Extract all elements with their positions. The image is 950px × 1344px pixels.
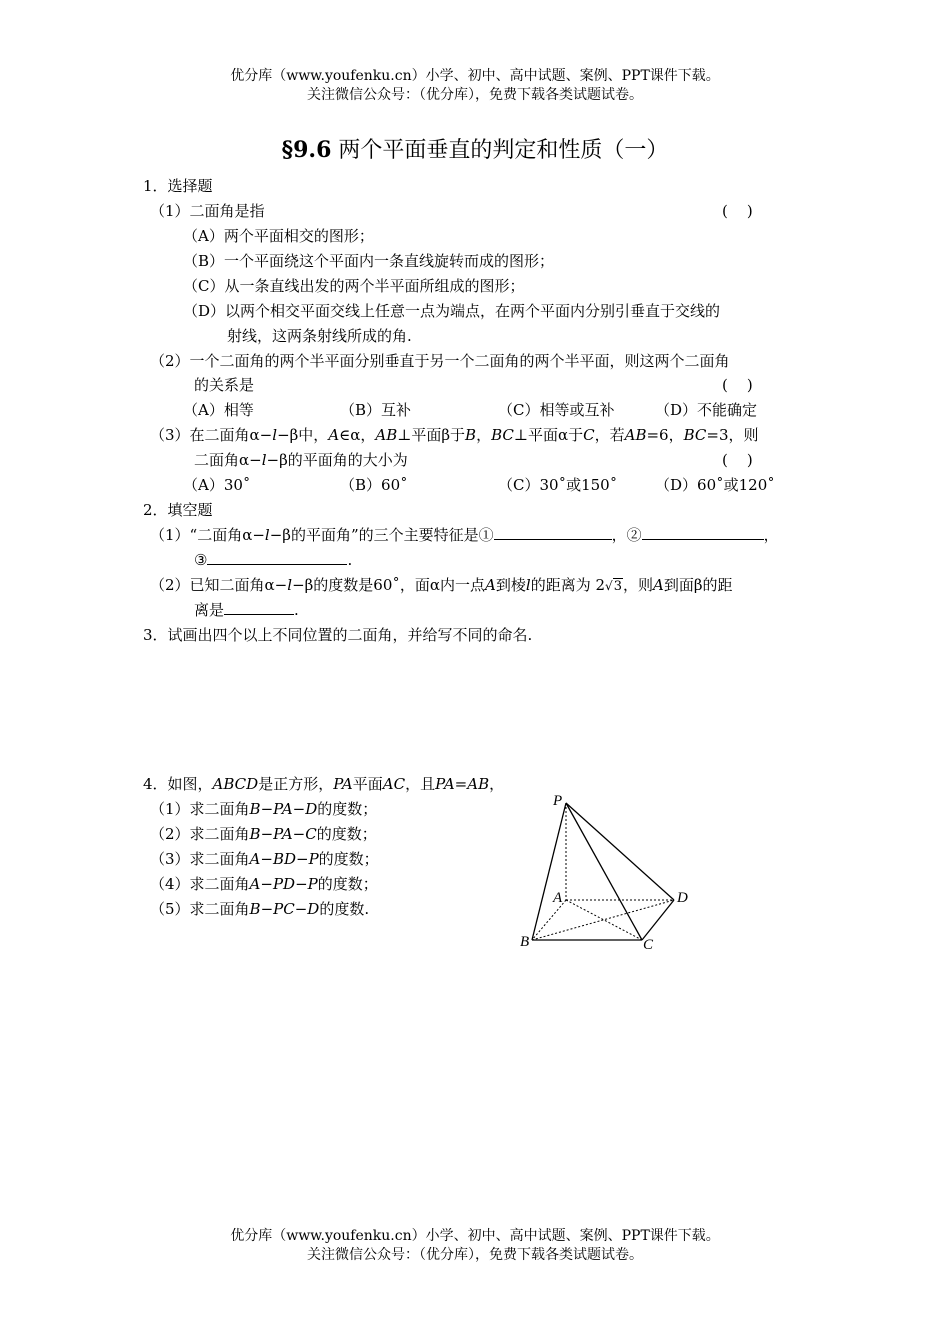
q2-1-blank-1[interactable] [494, 525, 612, 540]
q1-1-option-d: （D）以两个相交平面交线上任意一点为端点，在两个平面内分别引垂直于交线的 [183, 302, 721, 320]
q2-2-blank[interactable] [224, 600, 294, 615]
q2-2-line1: （2）已知二面角α−l−β的度数是60˚，面α内一点A到棱l的距离为 2√3，则A到面β的距 [150, 576, 733, 594]
q2-heading: 2．填空题 [143, 501, 213, 519]
page-title [0, 133, 950, 164]
q4-stem: 4．如图，ABCD是正方形，PA平面AC，且PA=AB， [143, 775, 505, 793]
q1-heading: 1．选择题 [143, 177, 213, 195]
q1-1-answer-paren[interactable]: ( ) [722, 202, 753, 220]
vertex-label-C: C [643, 937, 654, 953]
q1-1-stem: （1）二面角是指 [150, 202, 265, 220]
section-number: §9.6 [281, 137, 332, 163]
vertex-label-A: A [553, 890, 563, 906]
pyramid-figure [510, 788, 700, 958]
q1-3-option-b: （B）60˚ [340, 476, 408, 494]
q4-item-2: （2）求二面角B−PA−C的度数； [150, 825, 377, 843]
q1-2-option-b: （B）互补 [340, 401, 412, 419]
q1-1-option-d-cont: 射线，这两条射线所成的角. [227, 327, 412, 345]
q1-3-option-c: （C）30˚或150˚ [498, 476, 618, 494]
footer-line-2: 关注微信公众号：（优分库），免费下载各类试题试卷。 [307, 1247, 643, 1263]
q1-3-answer-paren[interactable]: ( ) [722, 451, 753, 469]
footer-line-1: 优分库（www.youfenku.cn）小学、初中、高中试题、案例、PPT课件下载。 [230, 1228, 720, 1244]
q1-3-stem-line2: 二面角α−l−β的平面角的大小为 [194, 451, 408, 469]
q4-item-1: （1）求二面角B−PA−D的度数； [150, 800, 378, 818]
header-line-2: 关注微信公众号：（优分库），免费下载各类试题试卷。 [307, 87, 643, 103]
q1-2-stem-line2: 的关系是 [194, 376, 255, 394]
q1-1-option-b: （B）一个平面绕这个平面内一条直线旋转而成的图形； [183, 252, 555, 270]
q4-item-3: （3）求二面角A−BD−P的度数； [150, 850, 379, 868]
vertex-label-D: D [677, 890, 688, 906]
q1-2-option-d: （D）不能确定 [655, 401, 758, 419]
q1-2-stem-line1: （2）一个二面角的两个半平面分别垂直于另一个二面角的两个半平面，则这两个二面角 [150, 352, 730, 370]
q1-3-stem-line1: （3）在二面角α−l−β中，A∈α，AB⊥平面β于B，BC⊥平面α于C，若AB=6，BC=3，则 [150, 426, 759, 444]
edge-PC [566, 803, 642, 940]
q2-2-line2: 离是 . [194, 601, 299, 619]
q1-1-option-c: （C）从一条直线出发的两个半平面所组成的图形； [183, 277, 525, 295]
diagonal-BD-hidden [532, 900, 674, 940]
title-text: 两个平面垂直的判定和性质（一） [338, 138, 669, 163]
q1-2-option-c: （C）相等或互补 [498, 401, 615, 419]
q2-1-line1: （1）“二面角α−l−β的平面角”的三个主要特征是① ，② ， [150, 526, 779, 544]
vertex-label-P: P [553, 793, 563, 809]
q3-text: 3．试画出四个以上不同位置的二面角，并给写不同的命名. [143, 626, 533, 644]
q2-1-line2: ③ . [194, 551, 353, 569]
sqrt-expression: 2√3 [595, 576, 622, 594]
q1-3-option-d: （D）60˚或120˚ [655, 476, 775, 494]
q1-2-option-a: （A）相等 [183, 401, 254, 419]
q1-1-option-a: （A）两个平面相交的图形； [183, 227, 374, 245]
q4-item-4: （4）求二面角A−PD−P的度数； [150, 875, 378, 893]
edge-CD [642, 900, 674, 940]
vertex-label-B: B [520, 934, 530, 950]
q1-2-answer-paren[interactable]: ( ) [722, 376, 753, 394]
q4-item-5: （5）求二面角B−PC−D的度数. [150, 900, 370, 918]
header-line-1: 优分库（www.youfenku.cn）小学、初中、高中试题、案例、PPT课件下载。 [230, 68, 720, 84]
q2-1-blank-2[interactable] [642, 525, 764, 540]
q1-3-option-a: （A）30˚ [183, 476, 251, 494]
q2-1-blank-3[interactable] [207, 550, 347, 565]
edge-PD [566, 803, 674, 900]
